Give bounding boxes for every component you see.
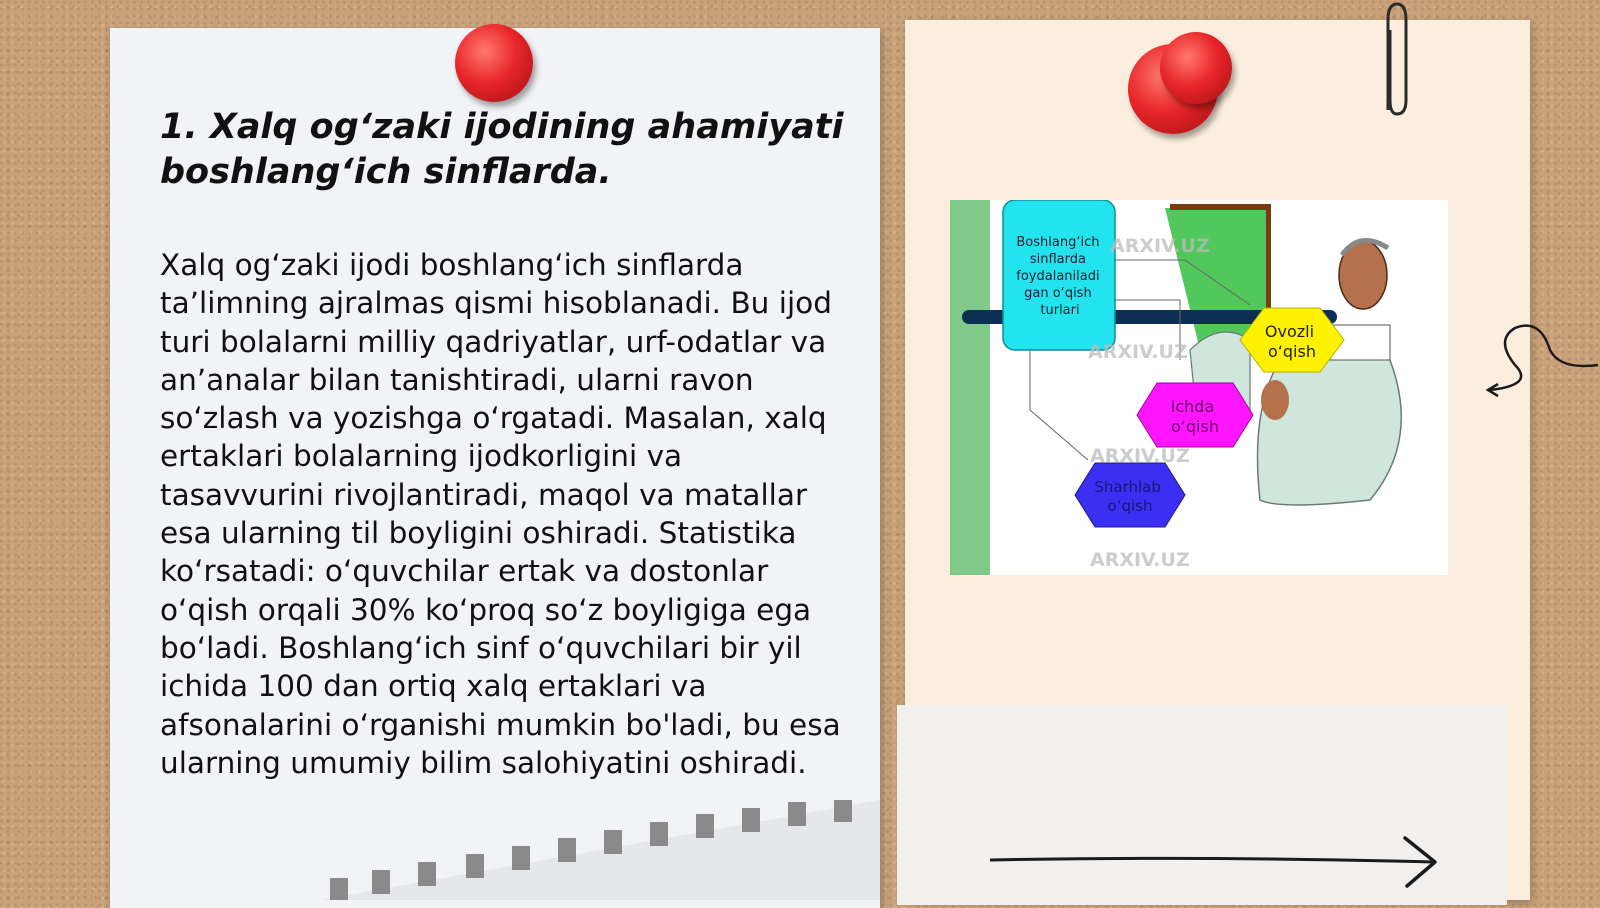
torn-notebook-edge	[320, 800, 880, 900]
watermark-text: ARXIV.UZ	[1110, 235, 1210, 257]
paperclip-icon	[1380, 0, 1410, 120]
svg-text:Ovozli o‘qish: Ovozli o‘qish	[1264, 322, 1316, 361]
svg-text:Sharhlab o‘qish: Sharhlab o‘qish	[1094, 478, 1161, 515]
pushpin-icon	[1160, 32, 1232, 104]
watermark-text: ARXIV.UZ	[1090, 445, 1190, 467]
svg-text:Boshlang‘ich sinflarda: Boshlang‘ich sinflarda foydalaniladi gan o‘qish turlari	[1016, 235, 1100, 318]
svg-text:Ichda o‘qish: Ichda o‘qish	[1170, 397, 1219, 436]
slide-body-text: Xalq og‘zaki ijodi boshlang‘ich sinflarda ta’limning ajralmas qismi hisoblanadi. Bu ijod turi bolalarni milliy qadriyatlar, urf-odatlar va an’analar bilan tanishtiradi, ularni ravon so‘zlash va yozishga o‘rgatadi. Masalan, xalq ertaklari bolalarning ijodkorligini va tasavvurini rivojlantiradi, maqol va matallar esa ularning til boyligini oshiradi. Statistika ko‘rsatadi: o‘quvchilar ertak va dostonlar o‘qish orqali 30% ko‘proq so‘z boyligiga ega bo‘ladi. Boshlang‘ich sinf o‘quvchilari bir yil ichida 100 dan ortiq xalq ertaklari va afsonalarini o‘rganishi mumkin bo'ladi, bu esa ularning umumiy bilim salohiyatini oshiradi.	[160, 248, 841, 780]
slide-title: 1. Xalq og‘zaki ijodining ahamiyati boshlang‘ich sinflarda.	[160, 107, 844, 192]
pushpin-icon	[455, 24, 533, 102]
board-edge	[950, 200, 990, 575]
swirl-arrow-doodle	[1480, 310, 1600, 410]
watermark-text: ARXIV.UZ	[1088, 341, 1188, 363]
arrow-icon	[985, 830, 1445, 890]
reading-types-diagram	[950, 200, 1448, 575]
watermark-text: ARXIV.UZ	[1090, 549, 1190, 571]
